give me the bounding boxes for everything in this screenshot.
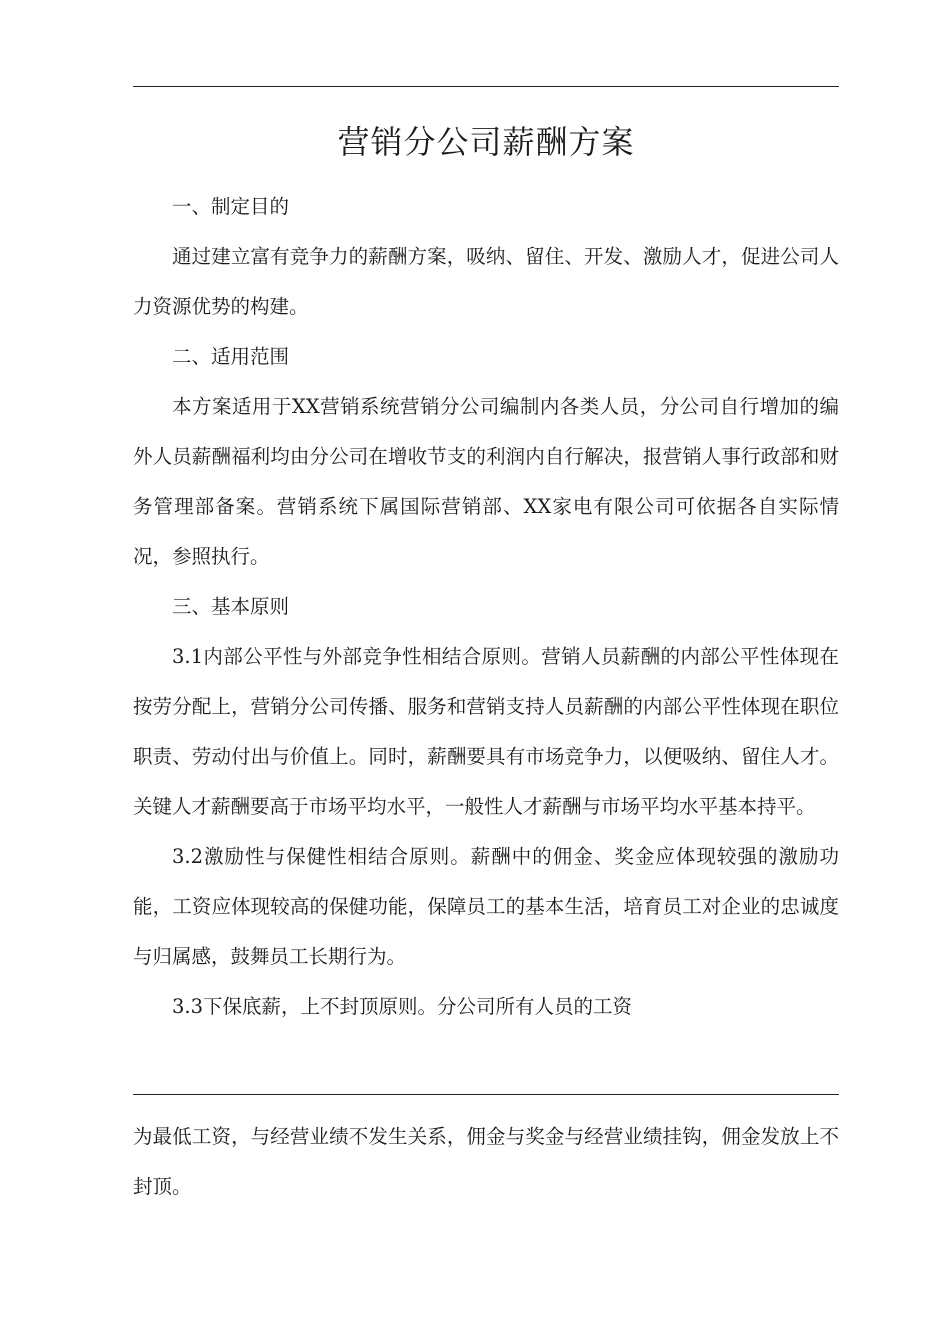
principle-3-1: 3.1内部公平性与外部竞争性相结合原则。营销人员薪酬的内部公平性体现在按劳分配上，营销分公司传播、服务和营销支持人员薪酬的内部公平性体现在职位职责、劳动付出与价值上。同时，薪酬要具有市场竞争力，以便吸纳、留住人才。关键人才薪酬要高于市场平均水平，一般性人才薪酬与市场平均水平基本持平。: [133, 645, 839, 818]
principle-3-3: 3.3下保底薪，上不封顶原则。分公司所有人员的工资: [172, 995, 633, 1018]
page-break-divider: [133, 1094, 839, 1095]
section-heading-scope: 二、适用范围: [172, 345, 290, 368]
section-heading-principles: 三、基本原则: [172, 595, 290, 618]
section-paragraph-scope: 本方案适用于XX营销系统营销分公司编制内各类人员，分公司自行增加的编外人员薪酬福利均由分公司在增收节支的利润内自行解决，报营销人事行政部和财务管理部备案。营销系统下属国际营销部、XX家电有限公司可依据各自实际情况，参照执行。: [133, 395, 839, 568]
section-heading-purpose: 一、制定目的: [172, 195, 290, 218]
continued-paragraph: 为最低工资，与经营业绩不发生关系，佣金与奖金与经营业绩挂钩，佣金发放上不封顶。: [133, 1125, 839, 1198]
document-body-continued: [133, 1112, 839, 1212]
section-paragraph-purpose: 通过建立富有竞争力的薪酬方案，吸纳、留住、开发、激励人才，促进公司人力资源优势的构建。: [133, 245, 839, 318]
principle-3-2: 3.2激励性与保健性相结合原则。薪酬中的佣金、奖金应体现较强的激励功能，工资应体现较高的保健功能，保障员工的基本生活，培育员工对企业的忠诚度与归属感，鼓舞员工长期行为。: [133, 845, 839, 968]
document-title: 营销分公司薪酬方案: [337, 123, 635, 161]
document-body: [133, 182, 839, 1032]
top-divider: [133, 86, 839, 87]
